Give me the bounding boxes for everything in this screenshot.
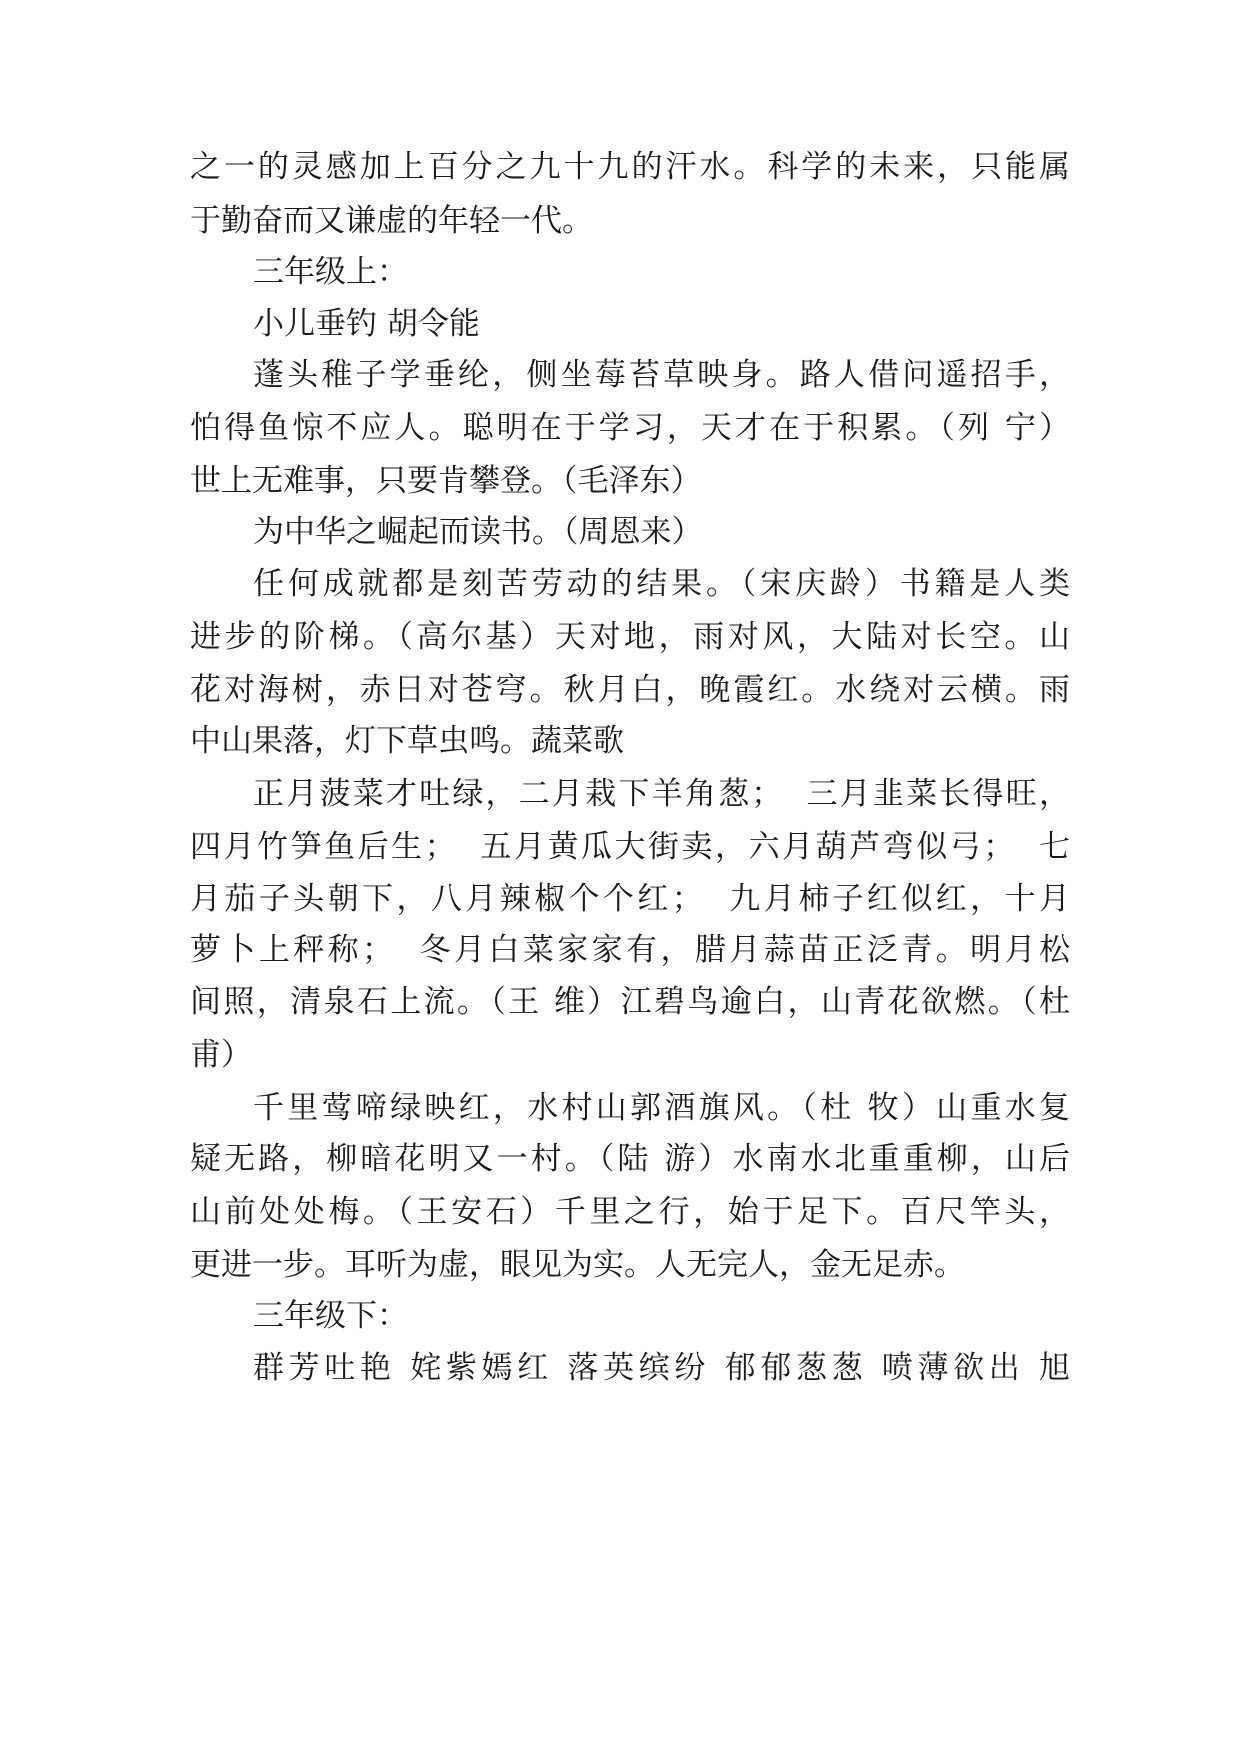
- text-line: 之一的灵感加上百分之九十九的汗水。科学的未来，只能属: [190, 149, 1070, 185]
- text-line: 为中华之崛起而读书。（周恩来）: [253, 514, 703, 550]
- text-line: 疑无路，柳暗花明又一村。（陆 游）水南水北重重柳，山后: [190, 1141, 1070, 1177]
- text-line: 群芳吐艳 姹紫嫣红 落英缤纷 郁郁葱葱 喷薄欲出 旭: [253, 1350, 1070, 1386]
- text-line: 世上无难事，只要肯攀登。（毛泽东）: [190, 463, 702, 499]
- text-line: 四月竹笋鱼后生； 五月黄瓜大街卖，六月葫芦弯似弓； 七: [190, 829, 1070, 865]
- text-line: 千里莺啼绿映红，水村山郭酒旗风。（杜 牧）山重水复: [253, 1090, 1070, 1126]
- text-line: 山前处处梅。（王安石）千里之行，始于足下。百尺竿头，: [190, 1194, 1070, 1230]
- text-line: 中山果落，灯下草虫鸣。蔬菜歌: [190, 723, 624, 759]
- text-line: 任何成就都是刻苦劳动的结果。（宋庆龄）书籍是人类: [253, 566, 1070, 602]
- text-line: 三年级上：: [253, 254, 408, 290]
- text-line: 怕得鱼惊不应人。聪明在于学习，天才在于积累。（列 宁）: [190, 410, 1070, 446]
- text-line: 甫）: [190, 1037, 252, 1073]
- text-line: 三年级下：: [253, 1298, 408, 1334]
- text-line: 进步的阶梯。（高尔基）天对地，雨对风，大陆对长空。山: [190, 619, 1070, 655]
- text-line: 正月菠菜才吐绿，二月栽下羊角葱； 三月韭菜长得旺，: [253, 776, 1070, 812]
- text-line: 间照，清泉石上流。（王 维）江碧鸟逾白，山青花欲燃。（杜: [190, 984, 1070, 1020]
- text-line: 萝卜上秤称； 冬月白菜家家有，腊月蒜苗正泛青。明月松: [190, 932, 1070, 968]
- text-line: 于勤奋而又谦虚的年轻一代。: [190, 203, 593, 239]
- text-line: 小儿垂钓 胡令能: [253, 306, 480, 342]
- text-line: 蓬头稚子学垂纶，侧坐莓苔草映身。路人借问遥招手，: [253, 357, 1070, 393]
- text-line: 更进一步。耳听为虚，眼见为实。人无完人，金无足赤。: [190, 1247, 965, 1283]
- text-line: 花对海树，赤日对苍穹。秋月白，晚霞红。水绕对云横。雨: [190, 672, 1070, 708]
- text-line: 月茄子头朝下，八月辣椒个个红； 九月柿子红似红，十月: [190, 881, 1070, 917]
